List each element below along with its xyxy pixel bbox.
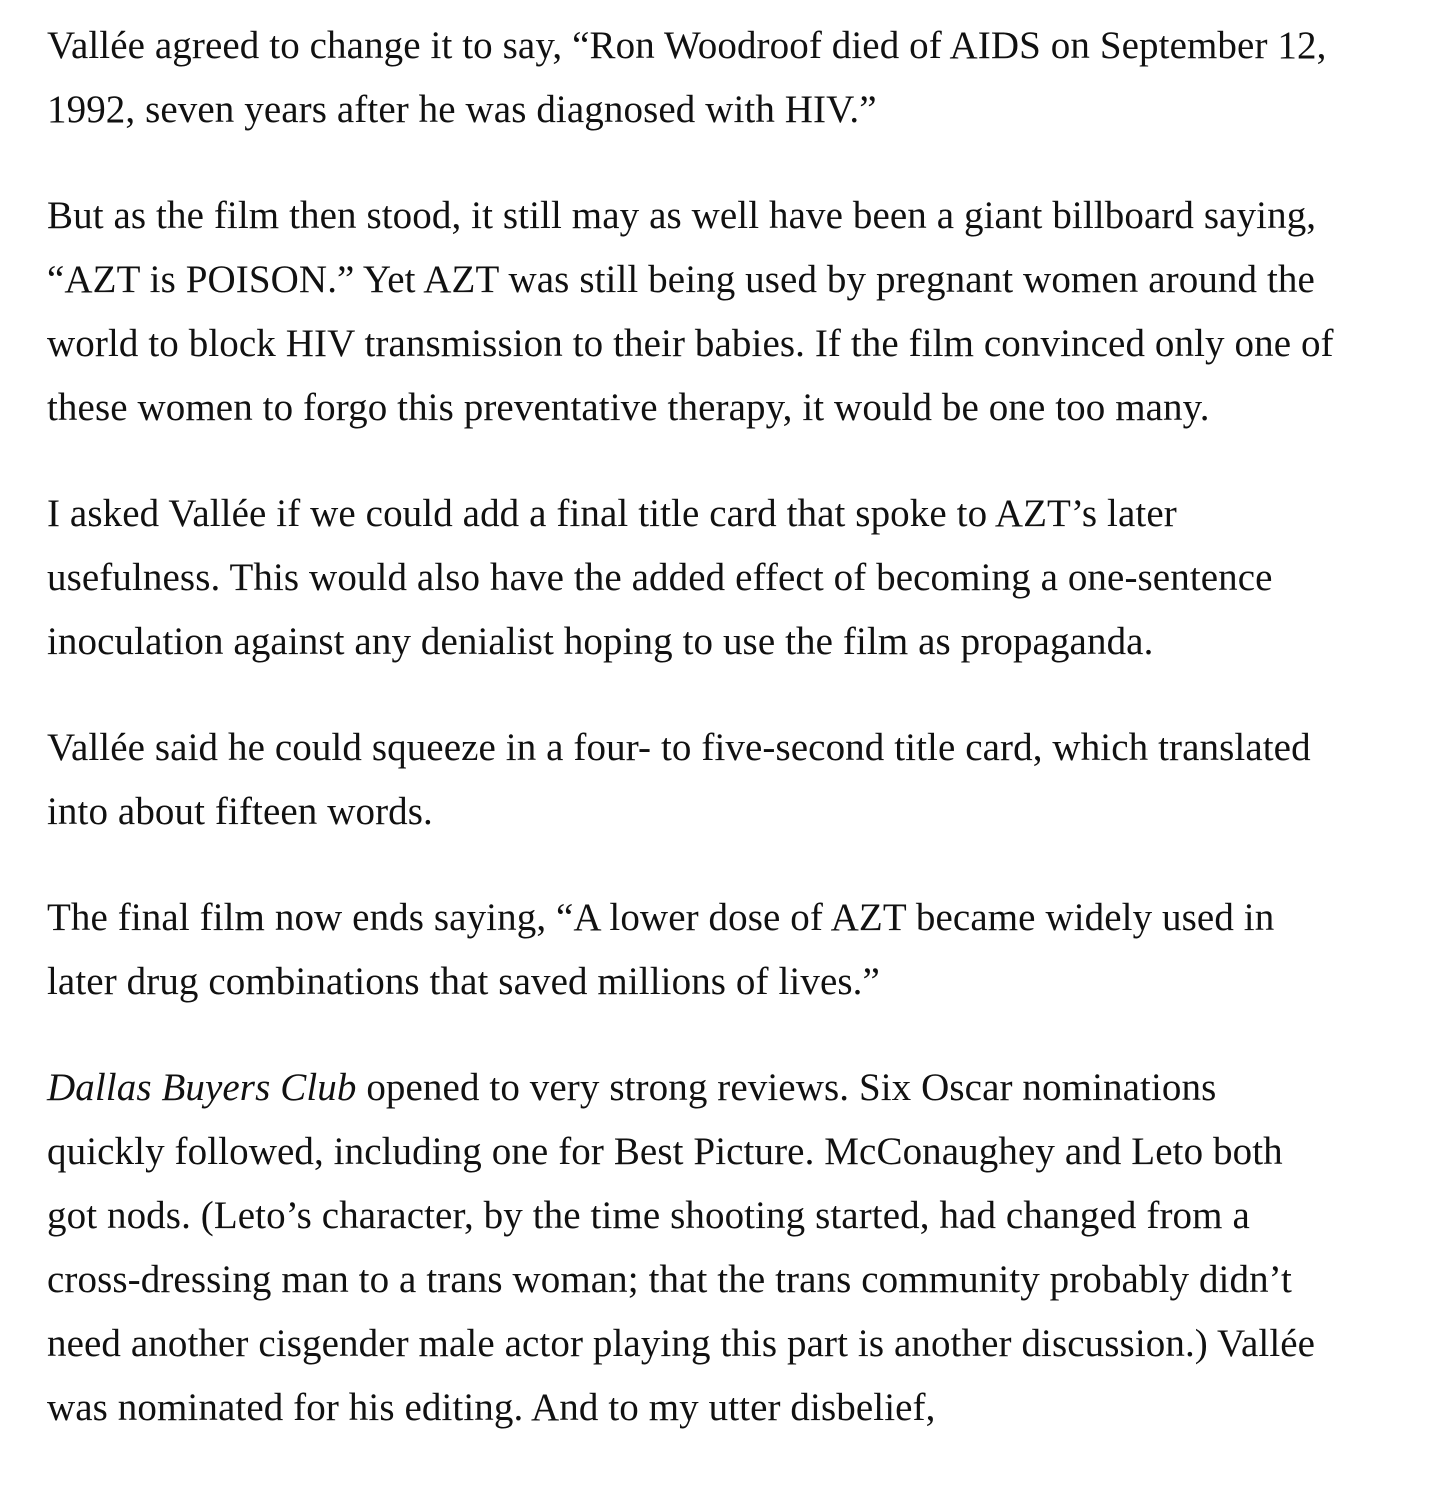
paragraph-oscar-text: opened to very strong reviews. Six Oscar nominations quickly followed, including one for Best Picture. McConaughey and Leto both got nods. (Leto’s character, by the time shooting started, had changed from a cross-dressing man to a trans woman; that the trans community probably didn’t need another cisgender male actor playing this part is another discussion.) Vallée was nominated for his editing. And to my utter disbelief,: [47, 1066, 1316, 1429]
paragraph-title-change: Vallée agreed to change it to say, “Ron Woodroof died of AIDS on September 12, 1992, seven years after he was diagnosed with HIV.”: [47, 24, 1327, 131]
paragraph-final-film-ending: The final film now ends saying, “A lower dose of AZT became widely used in later drug combinations that saved millions of lives.”: [47, 896, 1275, 1003]
film-title: Dallas Buyers Club: [47, 1066, 357, 1109]
paragraph-title-card-length: Vallée said he could squeeze in a four- to five-second title card, which translated into about fifteen words.: [47, 726, 1311, 833]
paragraph-oscar-nominations: [47, 1056, 1337, 1440]
paragraph-title-card-request: I asked Vallée if we could add a final title card that spoke to AZT’s later usefulness. This would also have the added effect of becoming a one-sentence inoculation against any denialist hoping to use the film as propaganda.: [47, 492, 1273, 663]
article-body: [47, 14, 1337, 1482]
paragraph-azt-billboard: But as the film then stood, it still may as well have been a giant billboard saying, “AZT is POISON.” Yet AZT was still being used by pregnant women around the world to block HIV transmission to their babies. If the film convinced only one of these women to forgo this preventative therapy, it would be one too many.: [47, 194, 1334, 429]
